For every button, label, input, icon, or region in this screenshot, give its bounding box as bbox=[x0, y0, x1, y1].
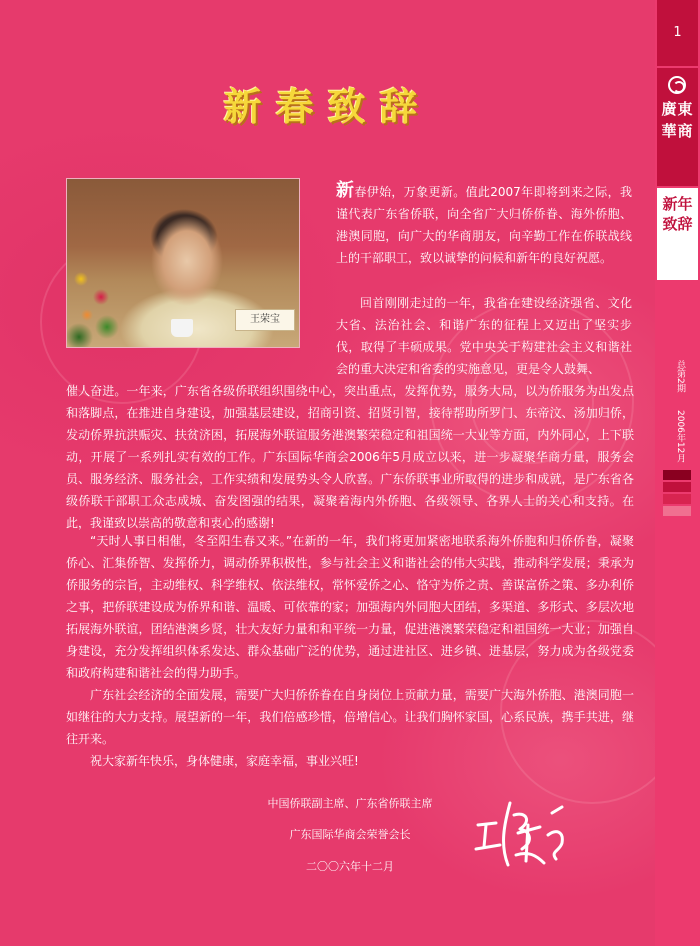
flower-arrangement bbox=[67, 257, 137, 347]
signoff-title-2: 广东国际华商会荣誉会长 bbox=[289, 828, 411, 841]
handwritten-signature bbox=[470, 785, 580, 875]
color-bar bbox=[663, 494, 691, 504]
signoff-date: 二〇〇六年十二月 bbox=[306, 860, 394, 873]
tea-cup bbox=[171, 319, 193, 337]
brand-box bbox=[657, 68, 698, 186]
page-title: 新春致辞 bbox=[223, 84, 432, 129]
paragraph-appeal: 广东社会经济的全面发展，需要广大归侨侨眷在自身岗位上贡献力量，需要广大海外侨胞、港澳同胞一如继往的大力支持。展望新的一年，我们倍感珍惜，倍增信心。让我们胸怀家国，心系民族，携手共进，继往开来。 bbox=[66, 688, 634, 746]
color-bar bbox=[663, 506, 691, 516]
page-number: 1 bbox=[657, 0, 698, 66]
color-bar bbox=[663, 482, 691, 492]
color-bar bbox=[663, 470, 691, 480]
paragraph-review-continued: 催人奋进。一年来，广东省各级侨联组织围绕中心，突出重点，发挥优势，服务大局，以为侨服务为出发点和落脚点，在推进自身建设，加强基层建设，招商引资、招贤引智，接待帮助所罗门、东帝汶、汤加归侨，发动侨界抗洪赈灾、扶贫济困，拓展海外联谊服务港澳繁荣稳定和祖国统一大业等方面，内外同心，上下联动，开展了一系列扎实有效的工作。广东国际华商会2006年5月成立以来，进一步凝聚华商力量，服务会员、服务经济、服务社会，工作实绩和发展势头令人欣喜。广东侨联事业所取得的进步和成就，是广东省各级侨联干部职工众志成城、奋发图强的结果，凝聚着海内外侨胞、各级领导、各界人士的关心和支持。在此，我谨致以崇高的敬意和衷心的感谢! bbox=[66, 384, 634, 530]
portrait-photo bbox=[66, 178, 300, 348]
nameplate: 王荣宝 bbox=[235, 309, 295, 331]
paragraph-opening bbox=[336, 180, 632, 269]
section-label-box bbox=[657, 188, 698, 280]
issue-date: 2006年12月 bbox=[675, 410, 685, 463]
color-bars bbox=[663, 470, 691, 518]
section-label: 新年致辞 bbox=[662, 195, 693, 233]
drop-cap: 新 bbox=[336, 180, 355, 201]
swirl-logo-icon bbox=[668, 76, 686, 94]
signoff-title-1: 中国侨联副主席、广东省侨联主席 bbox=[267, 797, 433, 810]
sidebar bbox=[655, 0, 700, 946]
issue-number: 总第2期 bbox=[675, 360, 685, 393]
brand-name: 廣東華商 bbox=[661, 100, 694, 140]
paragraph-outlook: “天时人事日相催，冬至阳生春又来。”在新的一年，我们将更加紧密地联系海外侨胞和归侨侨眷，凝聚侨心、汇集侨智、发挥侨力，调动侨界积极性，参与社会主义和谐社会的伟大实践，推动科学发展；秉承为侨服务的宗旨，主动维权、科学维权、依法维权，常怀爱侨之心、恪守为侨之责、善谋富侨之策、多办利侨之事，把侨联建设成为侨界和谐、温暖、可依靠的家；加强海内外同胞大团结，多渠道、多形式、多层次地拓展海外联谊，团结港澳乡贤，壮大友好力量和和平统一力量，促进港澳繁荣稳定和祖国统一大业；加强自身建设，充分发挥组织体系发达、群众基础广泛的优势，通过进社区、进乡镇、进基层，努力成为各级党委和政府构建和谐社会的得力助手。 bbox=[66, 534, 634, 680]
paragraph-review-start: 回首刚刚走过的一年，我省在建设经济强省、文化大省、法治社会、和谐广东的征程上又迈出了坚实步伐，取得了丰硕成果。党中央关于构建社会主义和谐社会的重大决定和省委的实施意见，更是令人鼓舞、 bbox=[336, 296, 632, 376]
paragraph-text: 春伊始，万象更新。值此2007年即将到来之际，我谨代表广东省侨联，向全省广大归侨侨眷、海外侨胞、港澳同胞，向广大的华商朋友，向辛勤工作在侨联战线上的干部职工，致以诚挚的问候和新年的良好祝愿。 bbox=[336, 185, 632, 265]
paragraph-wishes: 祝大家新年快乐，身体健康，家庭幸福，事业兴旺! bbox=[90, 754, 359, 768]
